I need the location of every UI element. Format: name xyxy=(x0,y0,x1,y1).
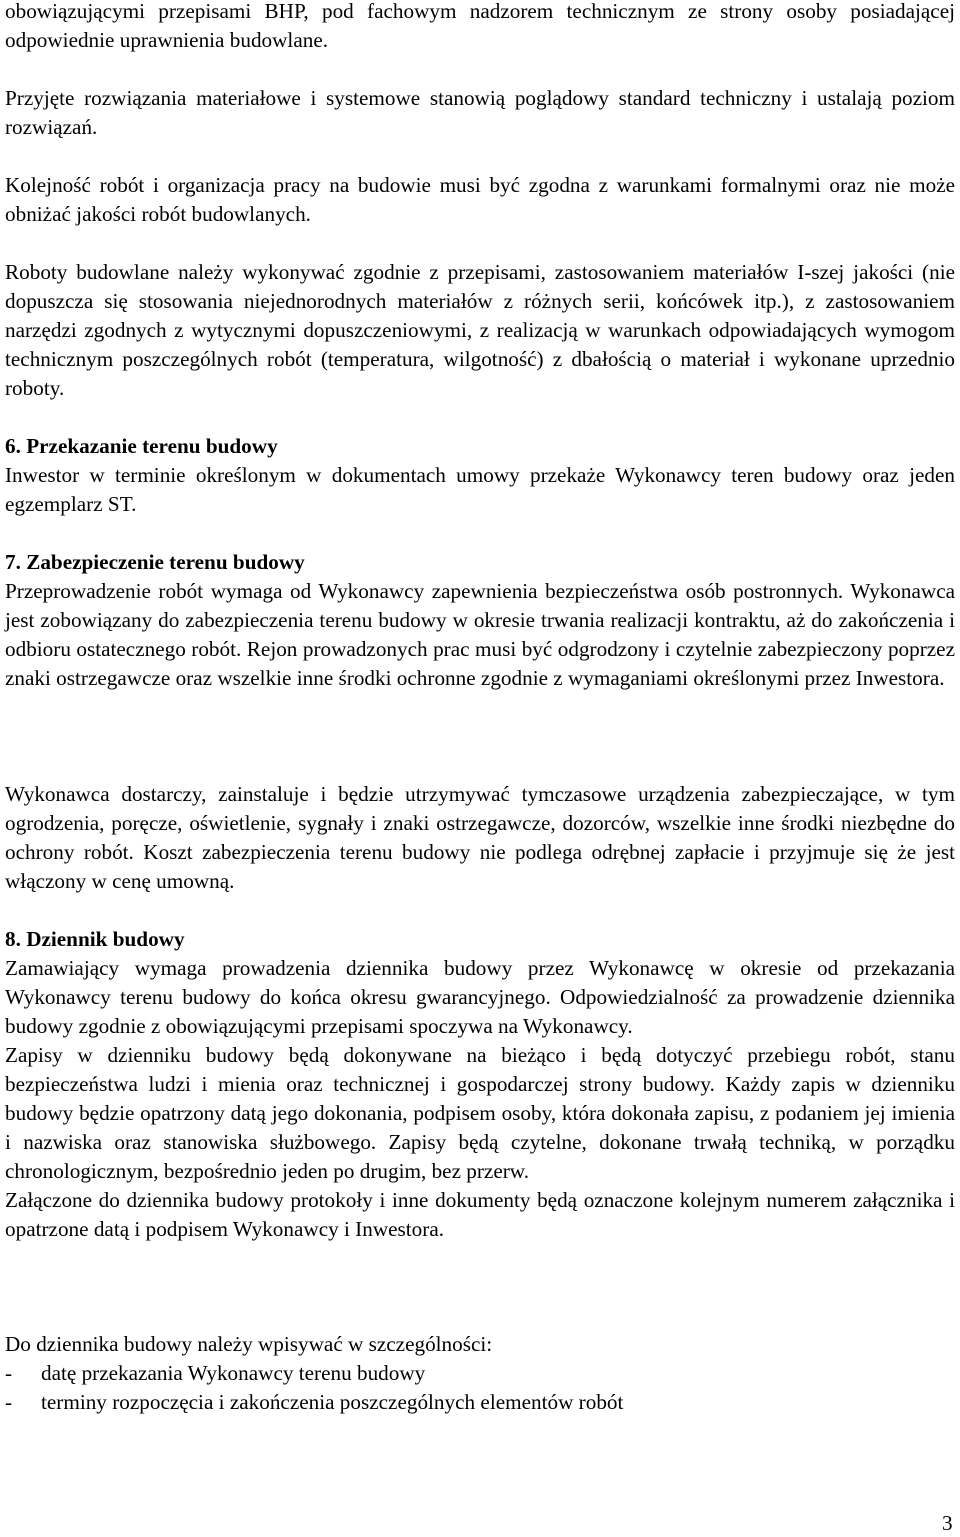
list-item xyxy=(5,1388,955,1417)
intro-paragraph-2: Przyjęte rozwiązania materiałowe i systemowe stanowią poglądowy standard techniczny i ustalają poziom rozwiązań. xyxy=(5,86,955,139)
section-paragraph: Inwestor w terminie określonym w dokumentach umowy przekaże Wykonawcy teren budowy oraz jeden egzemplarz ST. xyxy=(5,463,955,516)
list-dash: - xyxy=(5,1361,13,1385)
list-item xyxy=(5,1359,955,1388)
entry-requirements xyxy=(5,1330,955,1417)
page-number: 3 xyxy=(942,1511,953,1535)
list-dash: - xyxy=(5,1390,13,1414)
section-heading: 6. Przekazanie terenu budowy xyxy=(5,434,278,458)
section-paragraph: Zamawiający wymaga prowadzenia dziennika budowy przez Wykonawcę w okresie od przekazania Wykonawcy terenu budowy do końca okresu gwarancyjnego. Odpowiedzialność za prowadzenie dziennika budowy zgodnie z obowiązującymi przepisami spoczywa na Wykonawcy. xyxy=(5,956,955,1038)
intro-paragraph-4: Roboty budowlane należy wykonywać zgodnie z przepisami, zastosowaniem materiałów I-szej jakości (nie dopuszcza się stosowania niejednorodnych materiałów z różnych serii, końcówek itp.), z zastosowaniem narzędzi zgodnych z wytycznymi dopuszczeniowymi, z realizacją w warunkach odpowiadających wymogom technicznym poszczególnych robót (temperatura, wilgotność) z dbałością o materiał i wykonane uprzednio roboty. xyxy=(5,260,955,400)
section-paragraph: Zapisy w dzienniku budowy będą dokonywane na bieżąco i będą dotyczyć przebiegu robót, stanu bezpieczeństwa ludzi i mienia oraz technicznej i gospodarczej strony budowy. Każdy zapis w dzienniku budowy będzie opatrzony datą jego dokonania, podpisem osoby, która dokonała zapisu, z podaniem jej imienia i nazwiska oraz stanowiska służbowego. Zapisy będą czytelne, dokonane trwałą techniką, w porządku chronologicznym, bezpośrednio jeden po drugim, bez przerw. xyxy=(5,1043,955,1183)
intro-paragraph-3: Kolejność robót i organizacja pracy na budowie musi być zgodna z warunkami formalnymi oraz nie może obniżać jakości robót budowlanych. xyxy=(5,173,955,226)
entry-list xyxy=(5,1359,955,1417)
section-heading: 8. Dziennik budowy xyxy=(5,927,185,951)
list-item-text: terminy rozpoczęcia i zakończenia poszczególnych elementów robót xyxy=(41,1390,624,1414)
section-7 xyxy=(5,548,955,693)
list-intro: Do dziennika budowy należy wpisywać w szczególności: xyxy=(5,1332,493,1356)
section-paragraph: Przeprowadzenie robót wymaga od Wykonawcy zapewnienia bezpieczeństwa osób postronnych. Wykonawca jest zobowiązany do zabezpieczenia terenu budowy w okresie trwania realizacji kontraktu, aż do zakończenia i odbioru ostatecznego robót. Rejon prowadzonych prac musi być odgrodzony i czytelnie zabezpieczony poprzez znaki ostrzegawcze oraz wszelkie inne środki ochronne zgodnie z wymaganiami określonymi przez Inwestora. xyxy=(5,579,955,690)
section-8 xyxy=(5,925,955,1244)
intro-paragraph-1: obowiązującymi przepisami BHP, pod fachowym nadzorem technicznym ze strony osoby posiadającej odpowiednie uprawnienia budowlane. xyxy=(5,0,955,52)
list-item-text: datę przekazania Wykonawcy terenu budowy xyxy=(41,1361,426,1385)
section-paragraph: Załączone do dziennika budowy protokoły i inne dokumenty będą oznaczone kolejnym numerem załącznika i opatrzone datą i podpisem Wykonawcy i Inwestora. xyxy=(5,1188,955,1241)
section-6 xyxy=(5,432,955,519)
section-7-paragraph-2: Wykonawca dostarczy, zainstaluje i będzie utrzymywać tymczasowe urządzenia zabezpieczające, w tym ogrodzenia, poręcze, oświetlenie, sygnały i znaki ostrzegawcze, dozorców, wszelkie inne środki niezbędne do ochrony robót. Koszt zabezpieczenia terenu budowy nie podlega odrębnej zapłacie i przyjmuje się że jest włączony w cenę umowną. xyxy=(5,782,955,893)
section-heading: 7. Zabezpieczenie terenu budowy xyxy=(5,550,305,574)
